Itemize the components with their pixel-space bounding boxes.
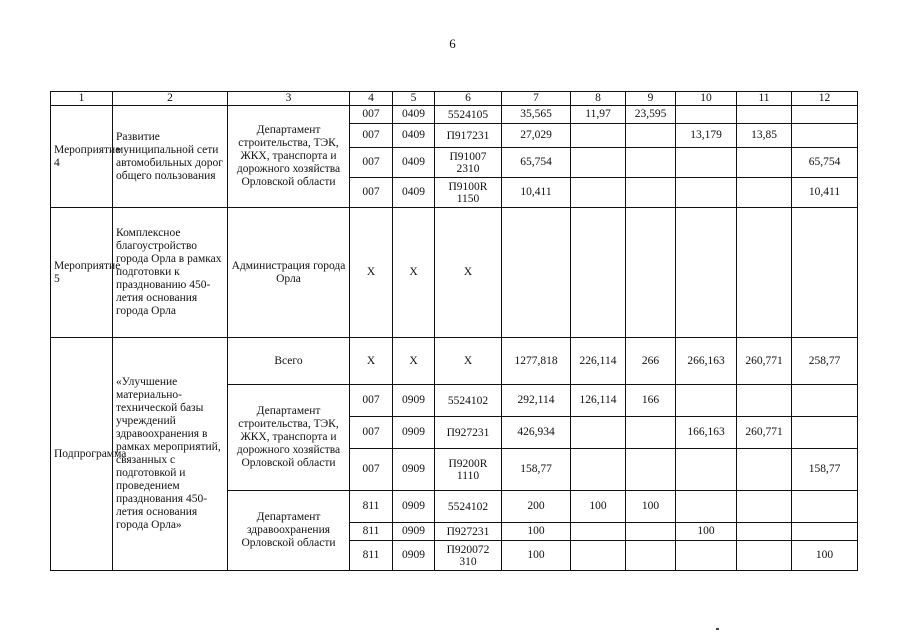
cell-c7: 35,565 — [502, 106, 571, 124]
cell-c9 — [626, 124, 676, 148]
cell-c8 — [571, 417, 626, 449]
cell-c7: 200 — [502, 491, 571, 523]
cell-c12: 158,77 — [792, 449, 858, 491]
cell-c6: П927231 — [435, 523, 502, 541]
cell-c7 — [502, 208, 571, 338]
cell-c8: 126,114 — [571, 385, 626, 417]
activity-label: Мероприятие 4 — [51, 106, 113, 208]
cell-c11 — [737, 148, 792, 178]
cell-c9 — [626, 178, 676, 208]
cell-c5: 0909 — [393, 385, 435, 417]
cell-c12: 258,77 — [792, 338, 858, 385]
cell-c11 — [737, 523, 792, 541]
cell-c4: 007 — [350, 385, 393, 417]
cell-c12 — [792, 417, 858, 449]
cell-c9 — [626, 417, 676, 449]
cell-c11: 260,771 — [737, 338, 792, 385]
cell-c11: 13,85 — [737, 124, 792, 148]
budget-table — [50, 91, 858, 571]
table-row — [51, 106, 858, 124]
cell-c9 — [626, 449, 676, 491]
cell-c4: X — [350, 208, 393, 338]
cell-c10 — [676, 148, 737, 178]
cell-c6: П920072 310 — [435, 541, 502, 571]
cell-c9: 23,595 — [626, 106, 676, 124]
cell-c11 — [737, 208, 792, 338]
cell-c5: 0909 — [393, 541, 435, 571]
cell-c7: 65,754 — [502, 148, 571, 178]
cell-c8 — [571, 449, 626, 491]
cell-c10 — [676, 449, 737, 491]
cell-c4: 007 — [350, 178, 393, 208]
cell-c5: 0909 — [393, 417, 435, 449]
cell-c10 — [676, 178, 737, 208]
department-cell: Департамент строительства, ТЭК, ЖКХ, транспорта и дорожного хозяйства Орловской области — [228, 106, 350, 208]
cell-c12 — [792, 385, 858, 417]
cell-c5: X — [393, 208, 435, 338]
cell-c6: П9200R 1110 — [435, 449, 502, 491]
col-header: 8 — [571, 92, 626, 106]
cell-c7: 426,934 — [502, 417, 571, 449]
activity-label: Подпрограмма — [51, 338, 113, 571]
cell-c4: 811 — [350, 523, 393, 541]
cell-c4: 007 — [350, 148, 393, 178]
cell-c12: 65,754 — [792, 148, 858, 178]
cell-c11: 260,771 — [737, 417, 792, 449]
cell-c6: 5524102 — [435, 491, 502, 523]
cell-c10 — [676, 385, 737, 417]
cell-c9 — [626, 148, 676, 178]
cell-c10: 166,163 — [676, 417, 737, 449]
cell-c12 — [792, 124, 858, 148]
activity-description: Комплексное благоустройство города Орла в рамках подготовки к празднованию 450-летия основания города Орла — [113, 208, 228, 338]
cell-c5: 0409 — [393, 148, 435, 178]
cell-c4: 007 — [350, 106, 393, 124]
cell-c10: 100 — [676, 523, 737, 541]
col-header: 11 — [737, 92, 792, 106]
cell-c11 — [737, 106, 792, 124]
cell-c12 — [792, 491, 858, 523]
cell-c6: П9100R 1150 — [435, 178, 502, 208]
cell-c6: X — [435, 208, 502, 338]
cell-c7: 292,114 — [502, 385, 571, 417]
cell-c7: 158,77 — [502, 449, 571, 491]
cell-c6: П927231 — [435, 417, 502, 449]
cell-c6: П917231 — [435, 124, 502, 148]
cell-c6: 5524105 — [435, 106, 502, 124]
cell-c10 — [676, 208, 737, 338]
col-header: 6 — [435, 92, 502, 106]
cell-c4: X — [350, 338, 393, 385]
cell-c8: 100 — [571, 491, 626, 523]
cell-c12: 10,411 — [792, 178, 858, 208]
cell-c5: 0909 — [393, 449, 435, 491]
cell-c9: 166 — [626, 385, 676, 417]
activity-description: «Улучшение материально-технической базы учреждений здравоохранения в рамках мероприятий, связанных с подготовкой и проведением празднования 450-летия основания города Орла» — [113, 338, 228, 571]
activity-label: Мероприятие 5 — [51, 208, 113, 338]
cell-c7: 100 — [502, 523, 571, 541]
cell-c9 — [626, 523, 676, 541]
scan-speck — [716, 628, 719, 630]
cell-c12 — [792, 106, 858, 124]
cell-c8 — [571, 148, 626, 178]
table-row — [51, 208, 858, 338]
department-cell: Всего — [228, 338, 350, 385]
cell-c4: 811 — [350, 491, 393, 523]
page-number: 6 — [449, 36, 456, 51]
cell-c11 — [737, 541, 792, 571]
cell-c6: П91007 2310 — [435, 148, 502, 178]
department-cell: Департамент здравоохранения Орловской области — [228, 491, 350, 571]
cell-c11 — [737, 449, 792, 491]
cell-c10: 13,179 — [676, 124, 737, 148]
cell-c5: X — [393, 338, 435, 385]
col-header: 10 — [676, 92, 737, 106]
cell-c12 — [792, 523, 858, 541]
cell-c5: 0409 — [393, 178, 435, 208]
cell-c8 — [571, 523, 626, 541]
cell-c10: 266,163 — [676, 338, 737, 385]
cell-c4: 007 — [350, 124, 393, 148]
cell-c5: 0409 — [393, 124, 435, 148]
cell-c11 — [737, 385, 792, 417]
cell-c5: 0909 — [393, 523, 435, 541]
col-header: 4 — [350, 92, 393, 106]
cell-c5: 0409 — [393, 106, 435, 124]
col-header: 2 — [113, 92, 228, 106]
cell-c10 — [676, 541, 737, 571]
cell-c4: 811 — [350, 541, 393, 571]
department-cell: Администрация города Орла — [228, 208, 350, 338]
department-cell: Департамент строительства, ТЭК, ЖКХ, транспорта и дорожного хозяйства Орловской области — [228, 385, 350, 491]
activity-description: Развитие муниципальной сети автомобильных дорог общего пользования — [113, 106, 228, 208]
cell-c7: 100 — [502, 541, 571, 571]
cell-c9 — [626, 208, 676, 338]
cell-c7: 10,411 — [502, 178, 571, 208]
cell-c7: 1277,818 — [502, 338, 571, 385]
cell-c8: 226,114 — [571, 338, 626, 385]
cell-c8: 11,97 — [571, 106, 626, 124]
cell-c8 — [571, 124, 626, 148]
cell-c12 — [792, 208, 858, 338]
cell-c4: 007 — [350, 417, 393, 449]
cell-c9: 266 — [626, 338, 676, 385]
table-row-total — [51, 338, 858, 385]
cell-c10 — [676, 491, 737, 523]
col-header: 5 — [393, 92, 435, 106]
col-header: 7 — [502, 92, 571, 106]
cell-c9 — [626, 541, 676, 571]
col-header: 9 — [626, 92, 676, 106]
col-header: 12 — [792, 92, 858, 106]
cell-c7: 27,029 — [502, 124, 571, 148]
cell-c6: X — [435, 338, 502, 385]
cell-c5: 0909 — [393, 491, 435, 523]
cell-c4: 007 — [350, 449, 393, 491]
header-row — [51, 92, 858, 106]
cell-c11 — [737, 491, 792, 523]
cell-c8 — [571, 541, 626, 571]
cell-c11 — [737, 178, 792, 208]
col-header: 1 — [51, 92, 113, 106]
cell-c8 — [571, 208, 626, 338]
cell-c10 — [676, 106, 737, 124]
cell-c9: 100 — [626, 491, 676, 523]
cell-c8 — [571, 178, 626, 208]
cell-c6: 5524102 — [435, 385, 502, 417]
cell-c12: 100 — [792, 541, 858, 571]
col-header: 3 — [228, 92, 350, 106]
